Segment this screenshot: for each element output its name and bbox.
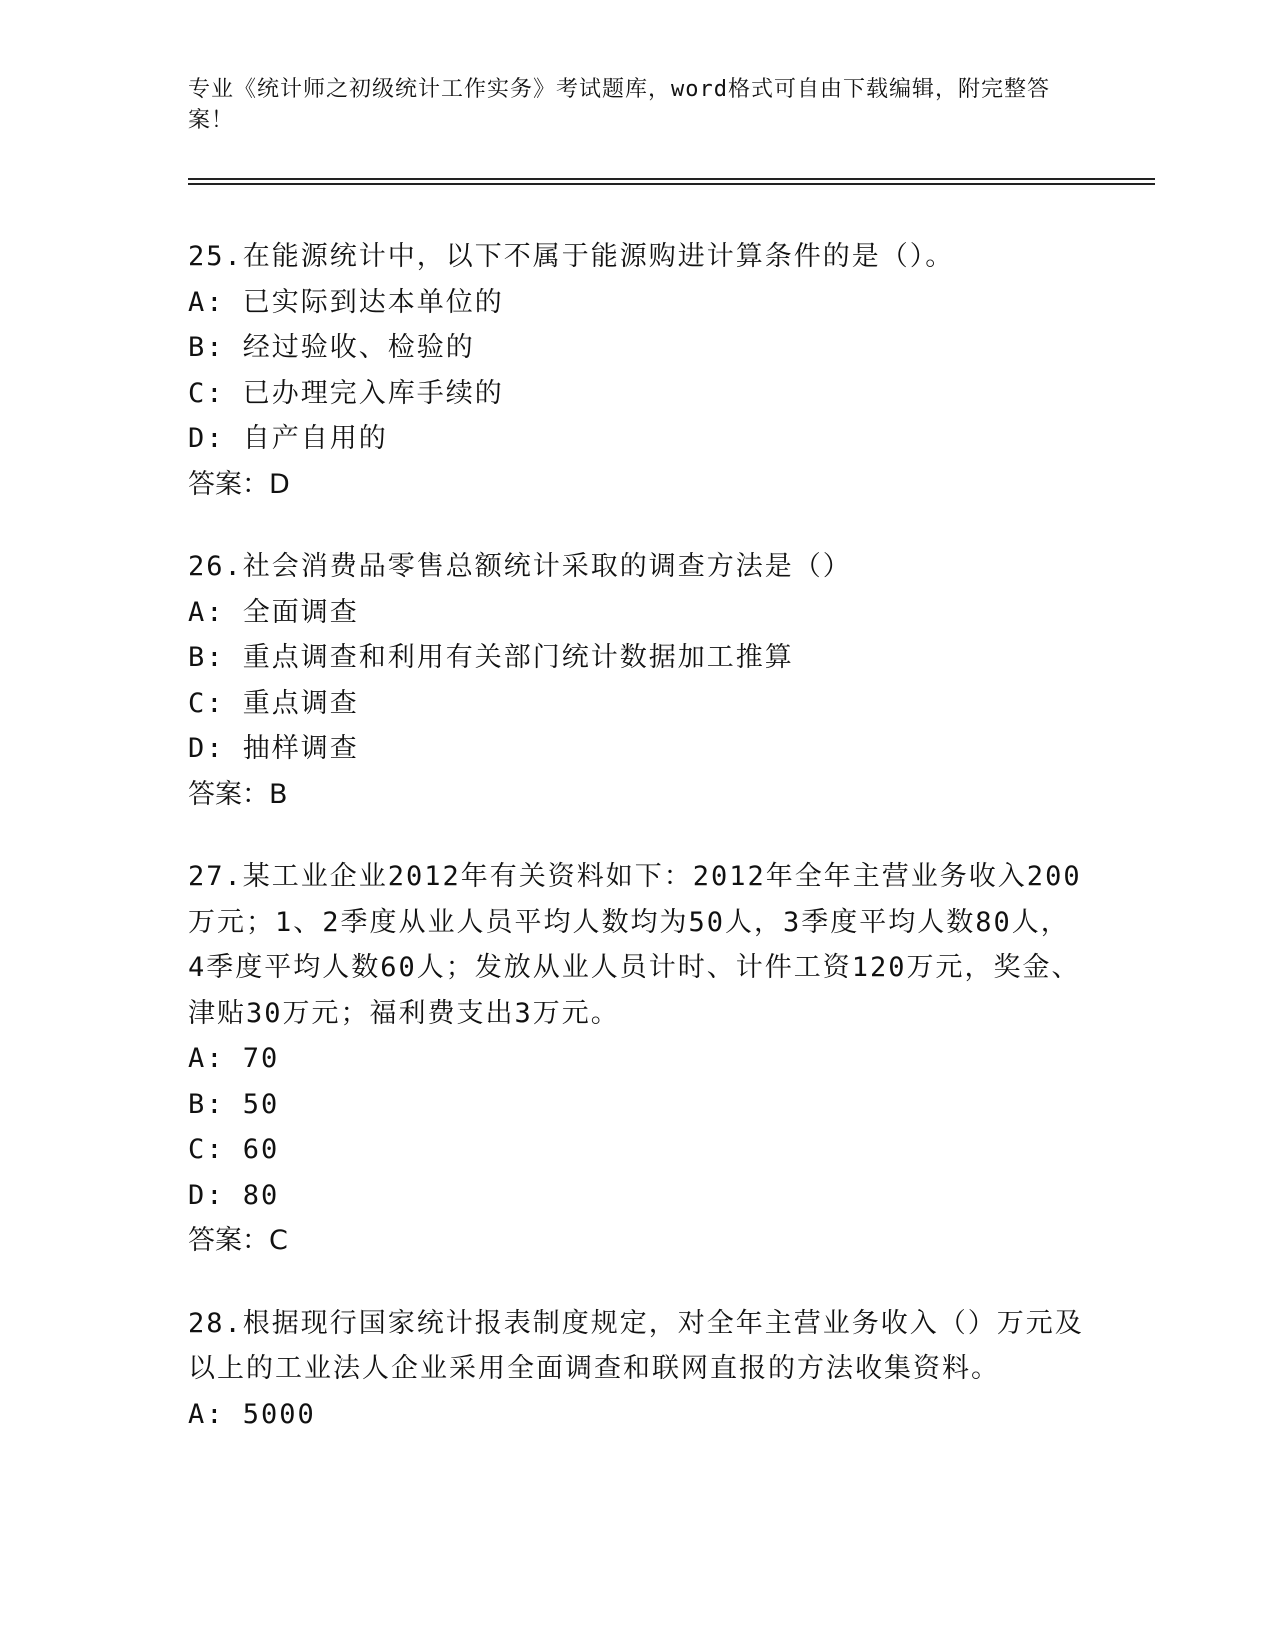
option-d: D: 抽样调查 <box>188 733 359 764</box>
question-list <box>188 234 1088 1474</box>
option-a: A: 已实际到达本单位的 <box>188 286 504 318</box>
question-27 <box>188 854 1088 1264</box>
option-b: B: 50 <box>188 1088 280 1120</box>
question-26 <box>188 544 1088 817</box>
answer: 答案：D <box>188 468 290 500</box>
answer: 答案：C <box>188 1225 288 1256</box>
document-header: 专业《统计师之初级统计工作实务》考试题库，word格式可自由下载编辑，附完整答案！ <box>188 77 1050 133</box>
option-b: B: 经过验收、检验的 <box>188 332 475 363</box>
option-a: A: 5000 <box>188 1398 316 1430</box>
option-c: C: 重点调查 <box>188 687 359 719</box>
option-b: B: 重点调查和利用有关部门统计数据加工推算 <box>188 642 794 673</box>
option-a: A: 全面调查 <box>188 596 359 628</box>
question-stem: 25.在能源统计中，以下不属于能源购进计算条件的是（）。 <box>188 241 955 272</box>
option-d: D: 自产自用的 <box>188 423 388 454</box>
answer: 答案：B <box>188 778 288 810</box>
question-stem: 28.根据现行国家统计报表制度规定，对全年主营业务收入（）万元及以上的工业法人企业采用全面调查和联网直报的方法收集资料。 <box>188 1307 1084 1384</box>
option-c: C: 60 <box>188 1134 280 1165</box>
question-28 <box>188 1301 1088 1438</box>
option-d: D: 80 <box>188 1179 280 1211</box>
header-double-rule <box>188 178 1155 185</box>
question-stem: 27.某工业企业2012年有关资料如下：2012年全年主营业务收入200万元；1、2季度从业人员平均人数均为50人，3季度平均人数80人，4季度平均人数60人；发放从业人员计时、计件工资120万元，奖金、津贴30万元；福利费支出3万元。 <box>188 861 1082 1029</box>
question-stem: 26.社会消费品零售总额统计采取的调查方法是（） <box>188 551 852 582</box>
question-25 <box>188 234 1088 507</box>
option-a: A: 70 <box>188 1043 280 1074</box>
option-c: C: 已办理完入库手续的 <box>188 377 504 409</box>
